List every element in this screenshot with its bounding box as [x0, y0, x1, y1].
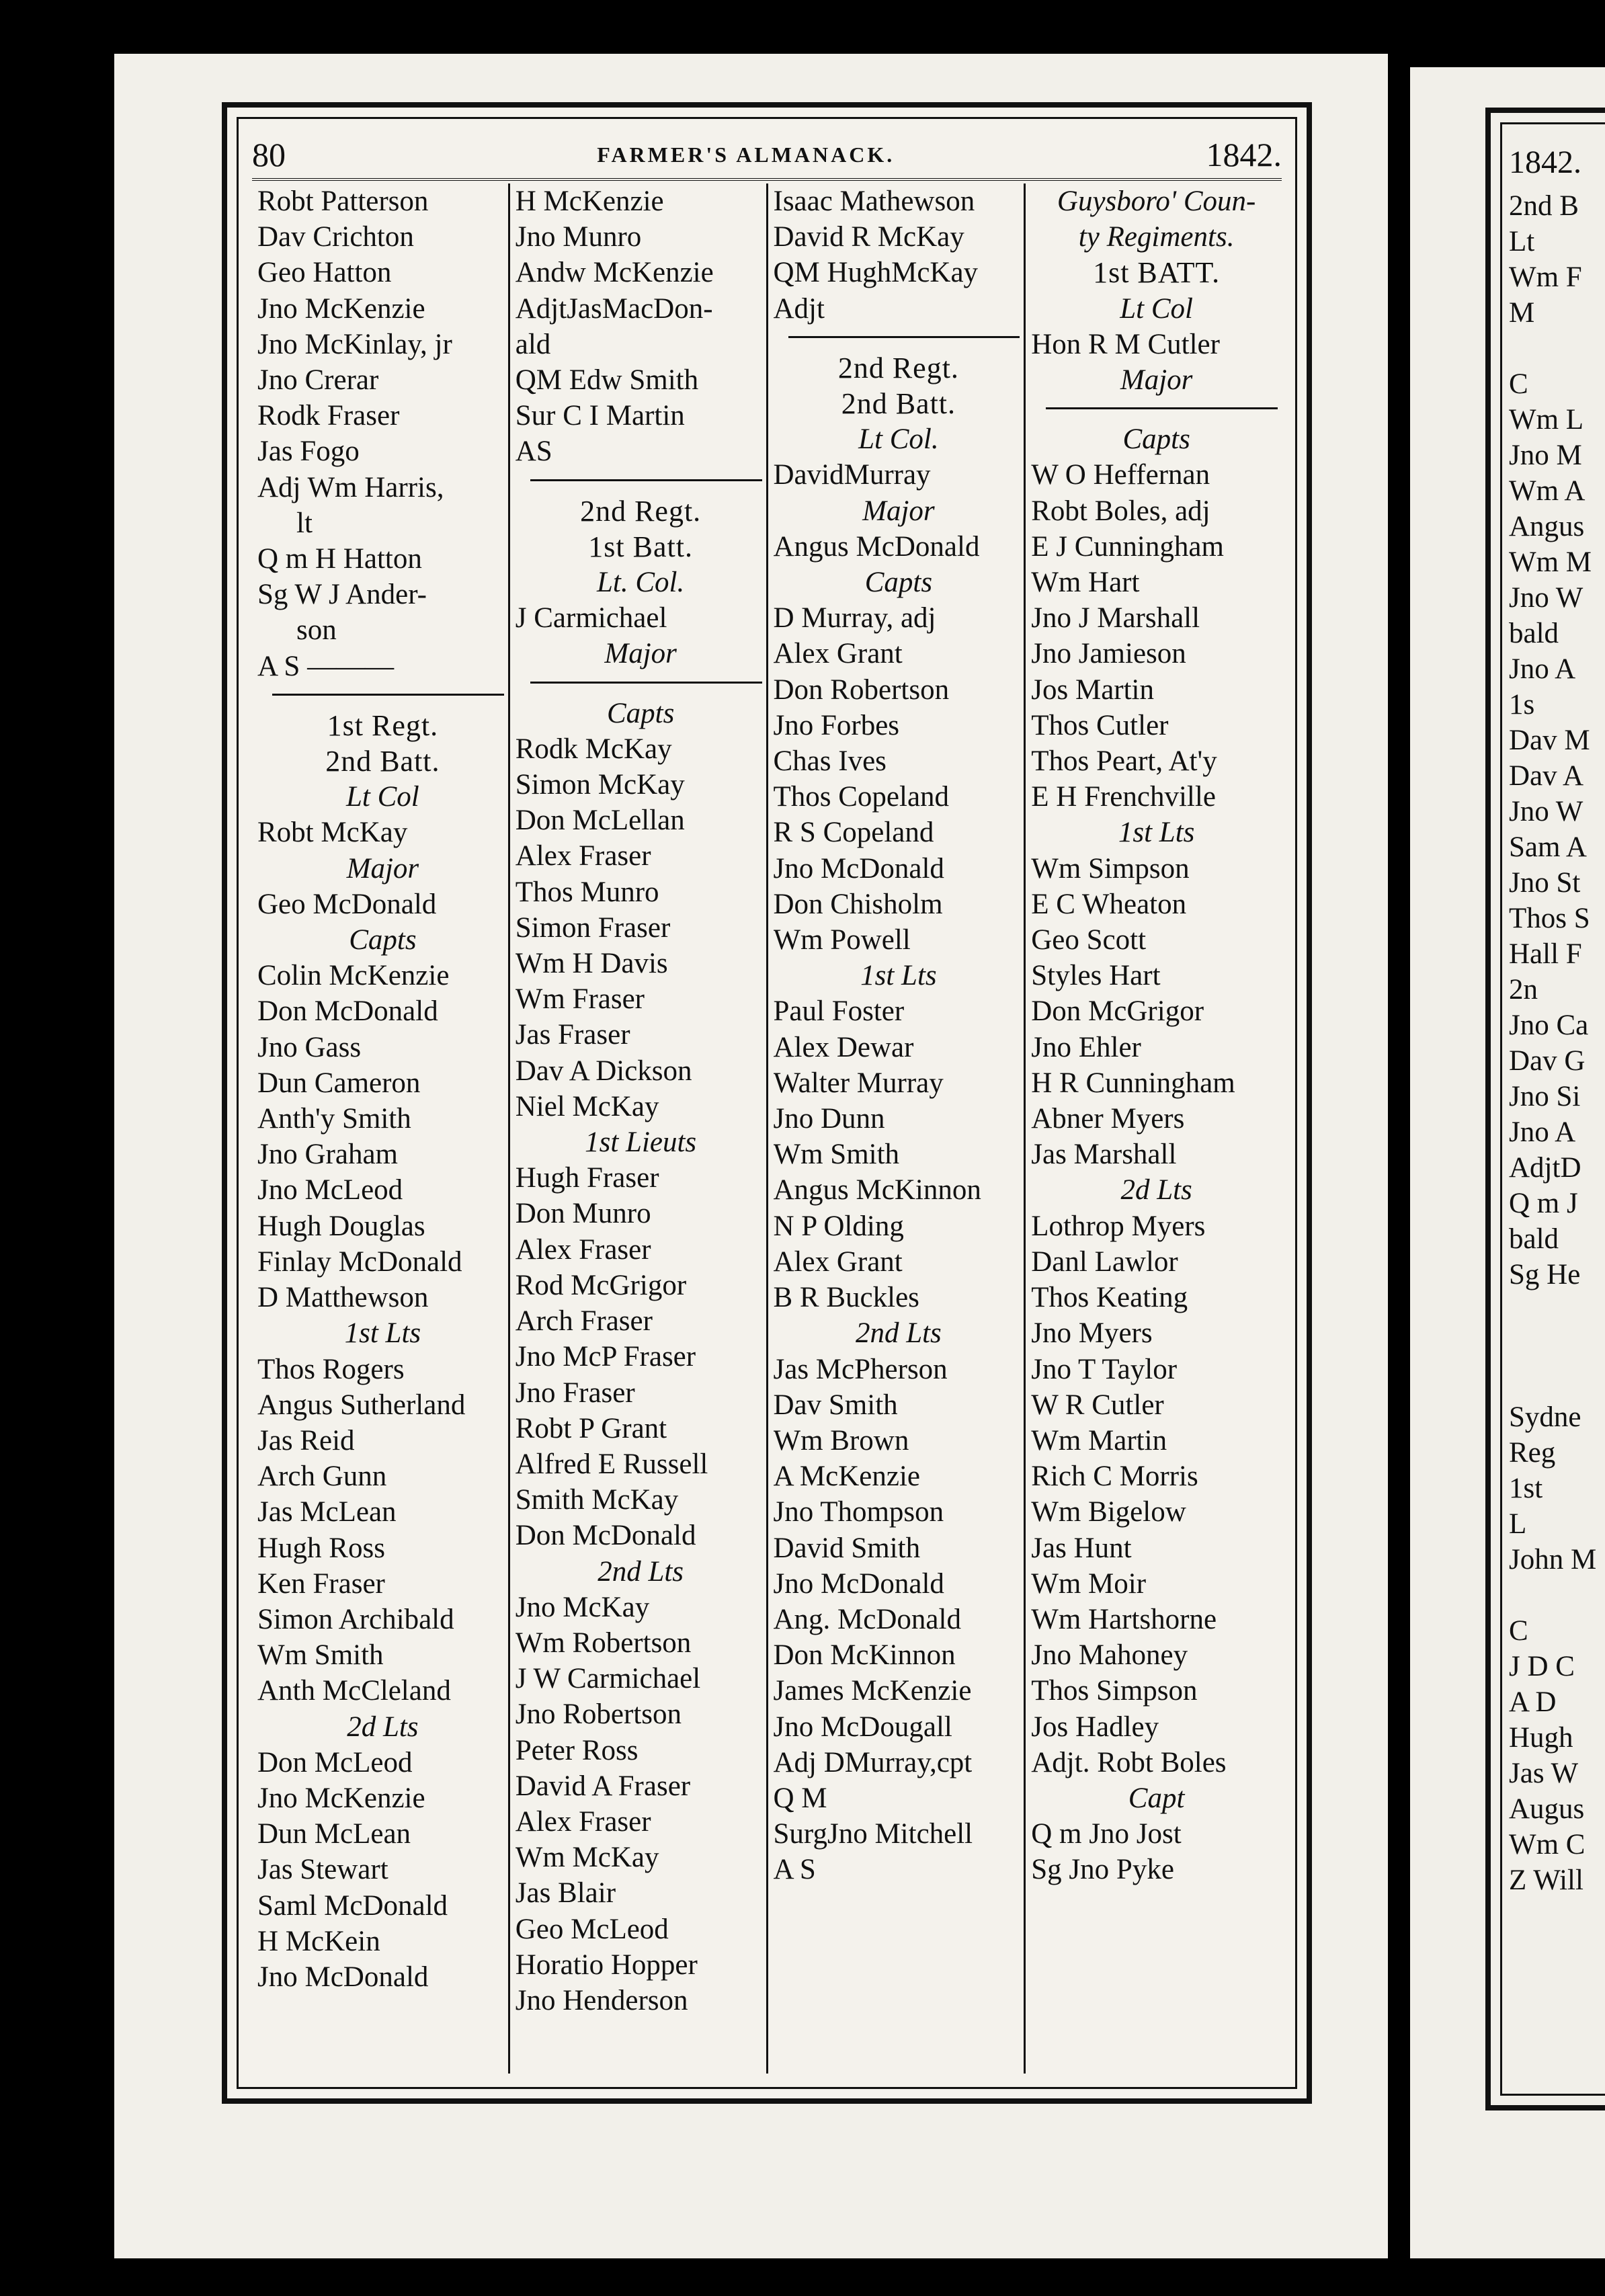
adjacent-line: Angus	[1509, 511, 1585, 542]
roster-line: Dav A Dickson	[515, 1055, 692, 1087]
roster-line: Jno Mahoney	[1031, 1639, 1188, 1672]
roster-line: Thos Keating	[1031, 1282, 1188, 1314]
roster-line: Isaac Mathewson	[773, 186, 975, 217]
roster-line: Horatio Hopper	[515, 1949, 698, 1981]
roster-line: Rodk Fraser	[257, 400, 400, 432]
adjacent-line: Dav M	[1509, 725, 1590, 756]
roster-line: Thos Simpson	[1031, 1675, 1198, 1707]
adjacent-line: Jno Ca	[1509, 1010, 1589, 1041]
adjacent-line: Thos S	[1509, 903, 1590, 934]
roster-line: Angus Sutherland	[257, 1389, 466, 1421]
columns	[252, 183, 1282, 2074]
roster-line: Jas Fogo	[257, 436, 360, 468]
roster-line: Jas Blair	[515, 1877, 616, 1910]
roster-line: Ken Fraser	[257, 1567, 385, 1600]
adjacent-line: L	[1509, 1508, 1527, 1540]
adjacent-line: Sydne	[1509, 1401, 1581, 1433]
roster-line: Jno Crerar	[257, 364, 379, 397]
roster-line: Robt Boles, adj	[1031, 495, 1210, 527]
roster-line: Jno Dunn	[773, 1103, 885, 1135]
roster-line: Alex Grant	[773, 1245, 903, 1278]
roster-line: Wm Fraser	[515, 983, 645, 1016]
roster-line: David R McKay	[773, 221, 964, 253]
roster-line: E H Frenchville	[1031, 781, 1216, 813]
roster-line: Jas McLean	[257, 1496, 397, 1528]
roster-line: Robt P Grant	[515, 1412, 667, 1444]
roster-line: E J Cunningham	[1031, 530, 1224, 563]
roster-line: Don McLeod	[257, 1746, 413, 1778]
roster-line: Jno Jamieson	[1031, 638, 1186, 670]
adjacent-line: Jno St	[1509, 867, 1581, 899]
roster-line: Jno Henderson	[515, 1984, 688, 2016]
adjacent-line: C	[1509, 368, 1528, 400]
roster-line: Wm Moir	[1031, 1567, 1147, 1600]
roster-line: Alex Fraser	[515, 1805, 651, 1838]
roster-line: Q m H Hatton	[257, 543, 422, 575]
roster-line: J W Carmichael	[515, 1663, 701, 1695]
adjacent-line: C	[1509, 1615, 1528, 1647]
roster-line: Capts	[349, 924, 417, 956]
roster-line: H R Cunningham	[1031, 1067, 1235, 1099]
adjacent-line: Jno W	[1509, 582, 1583, 614]
roster-line: Abner Myers	[1031, 1103, 1185, 1135]
roster-line: DavidMurray	[773, 459, 931, 491]
adjacent-line: Dav G	[1509, 1045, 1586, 1077]
roster-line: Rodk McKay	[515, 733, 672, 765]
roster-line: Jas McPherson	[773, 1353, 948, 1385]
roster-line: Geo Scott	[1031, 924, 1147, 956]
roster-line: W O Heffernan	[1031, 459, 1210, 491]
roster-line: Thos Rogers	[257, 1353, 405, 1385]
roster-line: Jas Reid	[257, 1424, 355, 1457]
roster-line: E C Wheaton	[1031, 888, 1187, 920]
roster-line: Thos Munro	[515, 876, 659, 908]
roster-line: Dun McLean	[257, 1818, 411, 1850]
roster-line: Anth McCleland	[257, 1675, 451, 1707]
roster-line: D Matthewson	[257, 1282, 429, 1314]
adjacent-line: bald	[1509, 1223, 1559, 1255]
roster-line: Alex Fraser	[515, 1233, 651, 1266]
roster-line: Rich C Morris	[1031, 1461, 1198, 1493]
adjacent-page-column	[1509, 145, 1605, 1898]
roster-line: Jno McKinlay, jr	[257, 328, 452, 360]
roster-line: W R Cutler	[1031, 1389, 1164, 1421]
roster-line: 1st Lieuts	[585, 1126, 697, 1159]
roster-line: Jas Stewart	[257, 1854, 388, 1886]
roster-line: Jno McDonald	[257, 1961, 429, 1993]
roster-line: Wm Martin	[1031, 1424, 1167, 1457]
roster-line: Saml McDonald	[257, 1889, 448, 1922]
roster-line: Major	[604, 638, 677, 670]
roster-line: SurgJno Mitchell	[773, 1818, 973, 1850]
roster-line: Paul Foster	[773, 995, 905, 1028]
roster-line: Jno McKenzie	[257, 1782, 425, 1814]
roster-line: Dav Crichton	[257, 221, 414, 253]
roster-line: James McKenzie	[773, 1675, 972, 1707]
adjacent-page-year: 1842.	[1509, 145, 1581, 180]
roster-line: Thos Peart, At'y	[1031, 745, 1217, 778]
section-divider	[530, 470, 762, 481]
roster-line: Alfred E Russell	[515, 1448, 708, 1480]
adjacent-line: 1s	[1509, 689, 1535, 721]
roster-line: J Carmichael	[515, 602, 667, 634]
adjacent-line: Q m J	[1509, 1188, 1578, 1219]
roster-line: Finlay McDonald	[257, 1245, 462, 1278]
roster-line: Adj DMurray,cpt	[773, 1746, 973, 1778]
roster-line: Don McLellan	[515, 805, 685, 837]
roster-line: Wm Brown	[773, 1424, 909, 1457]
roster-line: H McKein	[257, 1925, 380, 1957]
roster-line: Lothrop Myers	[1031, 1210, 1206, 1242]
roster-line: 2d Lts	[347, 1711, 419, 1743]
roster-line: Ang. McDonald	[773, 1603, 961, 1635]
roster-line: Geo McDonald	[257, 888, 437, 920]
roster-line: Adjt	[773, 292, 825, 325]
roster-line: Wm H Davis	[515, 948, 668, 980]
roster-line: 2d Lts	[1120, 1174, 1192, 1206]
roster-line: Don McGrigor	[1031, 995, 1204, 1028]
adjacent-line: Wm M	[1509, 546, 1592, 578]
adjacent-line: Jas W	[1509, 1758, 1579, 1789]
roster-line: Danl Lawlor	[1031, 1245, 1178, 1278]
roster-line: 1st BATT.	[1093, 256, 1221, 290]
column-2	[510, 183, 768, 2074]
roster-line: Jno J Marshall	[1031, 602, 1200, 634]
roster-line: ald	[515, 328, 551, 360]
roster-line: Jno T Taylor	[1031, 1353, 1178, 1385]
column-4	[1026, 183, 1282, 2074]
roster-line: Don Robertson	[773, 673, 950, 706]
roster-line: Jno McKenzie	[257, 292, 425, 325]
roster-line: 1st Regt.	[327, 708, 439, 742]
roster-line: Wm Smith	[257, 1639, 384, 1672]
roster-line: Dun Cameron	[257, 1067, 421, 1099]
roster-line: D Murray, adj	[773, 602, 936, 634]
roster-line: R S Copeland	[773, 817, 934, 849]
roster-line: Capt	[1128, 1782, 1185, 1814]
adjacent-line: 1st	[1509, 1473, 1543, 1504]
roster-line: ty Regiments.	[1078, 221, 1235, 253]
adjacent-line: A D	[1509, 1686, 1557, 1718]
roster-line: Wm McKay	[515, 1842, 659, 1874]
roster-line: Simon Archibald	[257, 1603, 454, 1635]
roster-line: Don Chisholm	[773, 888, 943, 920]
roster-line: Jas Fraser	[515, 1019, 630, 1051]
adjacent-line	[1509, 1328, 1605, 1364]
roster-line: Sg Jno Pyke	[1031, 1854, 1174, 1886]
roster-line: Jno Myers	[1031, 1317, 1153, 1350]
roster-line: Lt Col	[346, 781, 419, 813]
section-divider	[1046, 398, 1278, 409]
roster-line: Thos Cutler	[1031, 709, 1169, 741]
roster-line: Jno Graham	[257, 1139, 398, 1171]
roster-line: Andw McKenzie	[515, 257, 714, 289]
roster-line: Simon McKay	[515, 769, 685, 801]
adjacent-line: Dav A	[1509, 760, 1584, 792]
roster-line: Wm Robertson	[515, 1627, 692, 1659]
roster-line: 2nd Regt.	[580, 494, 702, 528]
adjacent-line: Jno W	[1509, 796, 1583, 827]
roster-line: Peter Ross	[515, 1734, 639, 1766]
roster-line: 1st Batt.	[588, 530, 693, 563]
roster-line: Jno Thompson	[773, 1496, 944, 1528]
page-frame	[222, 102, 1312, 2104]
adjacent-line: Jno Si	[1509, 1081, 1581, 1112]
roster-line: Robt McKay	[257, 817, 408, 849]
roster-line: Angus McDonald	[773, 530, 980, 563]
roster-line: Capts	[864, 567, 933, 599]
roster-line: David A Fraser	[515, 1770, 691, 1802]
roster-line: Major	[1120, 364, 1193, 397]
roster-line: Jno McLeod	[257, 1174, 403, 1206]
roster-line: Rod McGrigor	[515, 1269, 687, 1301]
roster-line: Wm Bigelow	[1031, 1496, 1186, 1528]
adjacent-page-frame	[1485, 108, 1605, 2110]
roster-line: Jno Gass	[257, 1031, 362, 1063]
running-title: FARMER'S ALMANACK.	[597, 142, 895, 167]
adjacent-line: Sg He	[1509, 1259, 1581, 1290]
roster-line: Don McDonald	[515, 1520, 696, 1552]
roster-line: Alex Grant	[773, 638, 903, 670]
roster-line: 1st Lts	[860, 960, 937, 992]
roster-line: Thos Copeland	[773, 781, 950, 813]
adjacent-line	[1509, 1577, 1605, 1613]
roster-line: Adj Wm Harris,	[257, 471, 444, 503]
roster-line: Jno Ehler	[1031, 1031, 1141, 1063]
roster-line: Simon Fraser	[515, 911, 671, 944]
roster-line: David Smith	[773, 1532, 921, 1564]
adjacent-line: Sam A	[1509, 831, 1587, 863]
roster-line: Angus McKinnon	[773, 1174, 981, 1206]
roster-line: Q M	[773, 1782, 827, 1814]
adjacent-line: Hall F	[1509, 938, 1582, 970]
roster-line: QM HughMcKay	[773, 257, 979, 289]
roster-line: Don McKinnon	[773, 1639, 956, 1672]
roster-line: Wm Powell	[773, 924, 911, 956]
roster-line: AS	[515, 436, 552, 468]
roster-line: Jno McDonald	[773, 852, 944, 885]
roster-line: 1st Lts	[1118, 817, 1195, 849]
page-header	[252, 131, 1282, 181]
adjacent-line: M	[1509, 297, 1535, 329]
roster-line: QM Edw Smith	[515, 364, 699, 397]
adjacent-line: AdjtD	[1509, 1152, 1581, 1184]
roster-line: Q m Jno Jost	[1031, 1818, 1182, 1850]
roster-line: Jno McP Fraser	[515, 1341, 696, 1373]
roster-line: Don Munro	[515, 1198, 651, 1230]
roster-line: A McKenzie	[773, 1461, 921, 1493]
roster-line: Hon R M Cutler	[1031, 328, 1220, 360]
roster-line: Wm Simpson	[1031, 852, 1190, 885]
adjacent-line: Hugh	[1509, 1722, 1573, 1754]
roster-line: Alex Dewar	[773, 1031, 914, 1063]
adjacent-line: 2nd B	[1509, 190, 1579, 222]
adjacent-line	[1509, 1293, 1605, 1328]
adjacent-line: J D C	[1509, 1651, 1575, 1682]
column-3	[768, 183, 1026, 2074]
adjacent-line: 2n	[1509, 974, 1538, 1006]
roster-line: B R Buckles	[773, 1282, 919, 1314]
adjacent-line: Lt	[1509, 226, 1535, 257]
page-year: 1842.	[1206, 136, 1282, 173]
roster-line: 2nd Lts	[598, 1555, 684, 1588]
roster-line: Jno Robertson	[515, 1698, 682, 1731]
roster-line: Alex Fraser	[515, 840, 651, 872]
roster-line: Capts	[606, 697, 675, 729]
roster-line: Adjt. Robt Boles	[1031, 1746, 1227, 1778]
roster-line: Guysboro' Coun-	[1057, 186, 1256, 217]
roster-line: Sg W J Ander-	[257, 579, 427, 611]
adjacent-line: John M	[1509, 1544, 1597, 1575]
section-divider	[788, 327, 1020, 338]
roster-line: Jno Munro	[515, 221, 642, 253]
roster-line: Jno Fraser	[515, 1377, 635, 1409]
roster-line: Anth'y Smith	[257, 1103, 411, 1135]
roster-line: Jas Hunt	[1031, 1532, 1132, 1564]
section-divider	[272, 684, 504, 696]
adjacent-line: Z Will	[1509, 1864, 1583, 1896]
roster-line: 2nd Batt.	[325, 745, 440, 778]
roster-line: Lt Col.	[858, 423, 939, 456]
roster-line: Dav Smith	[773, 1389, 898, 1421]
roster-line: Jno McDougall	[773, 1711, 952, 1743]
roster-line: Colin McKenzie	[257, 960, 450, 992]
adjacent-line	[1509, 1364, 1605, 1399]
roster-line: Lt. Col.	[597, 567, 685, 599]
adjacent-line	[1509, 331, 1605, 366]
roster-line: Arch Gunn	[257, 1461, 387, 1493]
roster-line: Jos Martin	[1031, 673, 1154, 706]
adjacent-line: Augus	[1509, 1793, 1585, 1825]
roster-line: Wm Hartshorne	[1031, 1603, 1217, 1635]
roster-line: Wm Hart	[1031, 567, 1140, 599]
roster-line: Jno McDonald	[773, 1567, 944, 1600]
section-divider	[530, 672, 762, 684]
roster-line: Jno Forbes	[773, 709, 900, 741]
roster-line: Hugh Fraser	[515, 1162, 659, 1194]
roster-line: Walter Murray	[773, 1067, 944, 1099]
roster-line: Jos Hadley	[1031, 1711, 1159, 1743]
roster-line: 1st Lts	[344, 1317, 421, 1350]
roster-line: 2nd Regt.	[837, 351, 959, 384]
adjacent-line: Jno A	[1509, 653, 1576, 685]
roster-line: Jno McKay	[515, 1591, 650, 1623]
roster-line: Capts	[1122, 423, 1190, 456]
roster-line: Hugh Douglas	[257, 1210, 425, 1242]
adjacent-line: Jno M	[1509, 440, 1582, 471]
roster-line: Major	[862, 495, 935, 527]
adjacent-line: Wm L	[1509, 404, 1584, 436]
roster-line: Styles Hart	[1031, 960, 1161, 992]
roster-line: Geo McLeod	[515, 1913, 669, 1945]
roster-line: H McKenzie	[515, 186, 664, 217]
adjacent-line: Reg	[1509, 1437, 1556, 1469]
roster-line: Robt Patterson	[257, 186, 429, 217]
roster-line: 2nd Batt.	[841, 387, 956, 421]
roster-line: Arch Fraser	[515, 1305, 653, 1338]
adjacent-line: Wm F	[1509, 261, 1582, 293]
page-inner-border	[237, 117, 1297, 2089]
roster-line: lt	[296, 507, 313, 539]
adjacent-line: bald	[1509, 618, 1559, 649]
roster-line: Chas Ives	[773, 745, 887, 778]
roster-line: Don McDonald	[257, 995, 438, 1028]
roster-line: Wm Smith	[773, 1139, 900, 1171]
roster-line: A S ———	[257, 650, 395, 682]
adjacent-page-inner	[1500, 122, 1605, 2096]
roster-line: son	[296, 614, 337, 647]
adjacent-line: Wm A	[1509, 475, 1586, 507]
adjacent-line: Jno A	[1509, 1116, 1576, 1148]
page-number: 80	[252, 136, 286, 173]
roster-line: A S	[773, 1854, 816, 1886]
roster-line: Sur C I Martin	[515, 400, 685, 432]
roster-line: Hugh Ross	[257, 1532, 385, 1564]
roster-line: Geo Hatton	[257, 257, 392, 289]
roster-line: Smith McKay	[515, 1484, 679, 1516]
roster-line: 2nd Lts	[855, 1317, 942, 1350]
roster-line: Lt Col	[1120, 292, 1193, 325]
roster-line: Niel McKay	[515, 1090, 659, 1122]
roster-line: Jas Marshall	[1031, 1139, 1177, 1171]
roster-line: N P Olding	[773, 1210, 904, 1242]
roster-line: AdjtJasMacDon-	[515, 292, 713, 325]
adjacent-line: Wm C	[1509, 1829, 1586, 1860]
column-1	[252, 183, 510, 2074]
roster-line: Major	[346, 852, 419, 885]
